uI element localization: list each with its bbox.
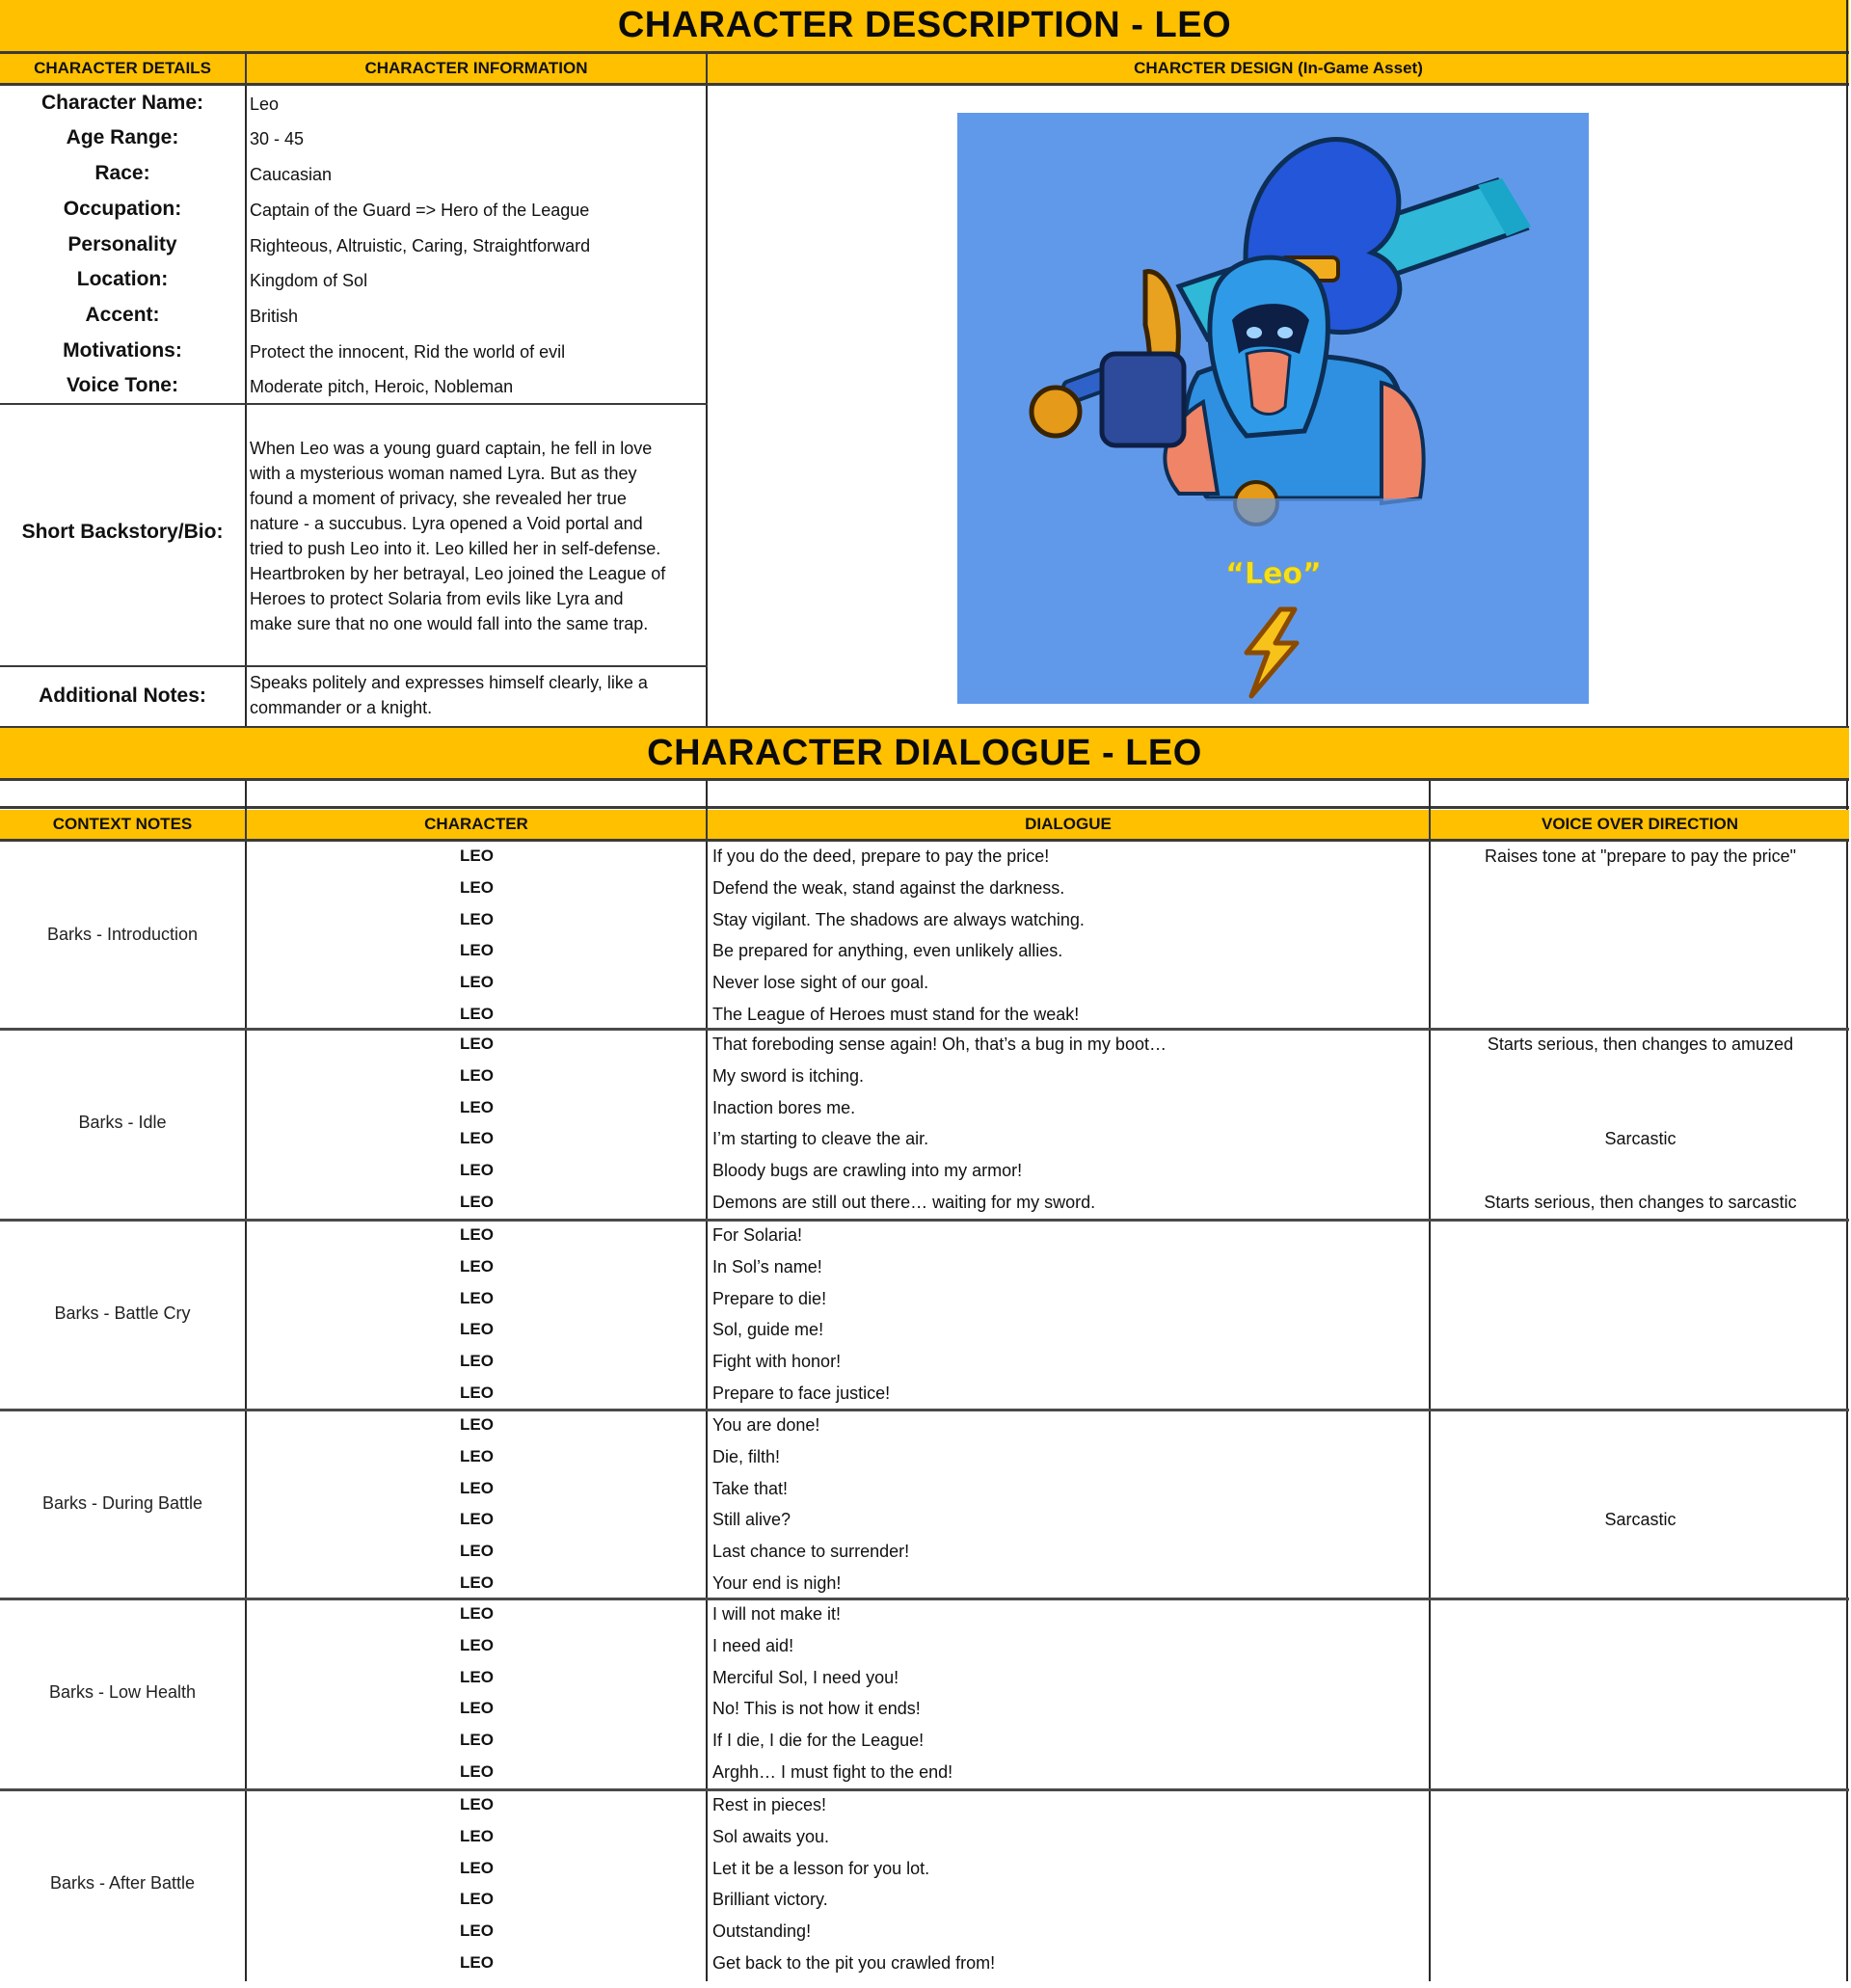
dialogue-line: Prepare to face justice! (712, 1384, 891, 1403)
group-divider (0, 1028, 1849, 1031)
field-value: Captain of the Guard => Hero of the League (250, 201, 590, 220)
group-divider (0, 1788, 1849, 1791)
field-value: Righteous, Altruistic, Caring, Straightforward (250, 236, 591, 255)
character-name-cell: LEO (460, 1129, 494, 1148)
character-name-cell: LEO (460, 1005, 494, 1023)
dialogue-line: Let it be a lesson for you lot. (712, 1858, 930, 1878)
character-name-cell: LEO (460, 1542, 494, 1561)
header-dialogue: DIALOGUE (708, 810, 1431, 839)
bio-line: Heartbroken by her betrayal, Leo joined the League of (250, 564, 666, 583)
dialogue-line: Sol, guide me! (712, 1320, 824, 1340)
header-character-information: CHARACTER INFORMATION (247, 54, 708, 83)
bio-line: tried to push Leo into it. Leo killed her in self-defense. (250, 539, 661, 558)
dialogue-line: Get back to the pit you crawled from! (712, 1953, 996, 1973)
character-name-cell: LEO (460, 909, 494, 928)
dialogue-line: Merciful Sol, I need you! (712, 1667, 899, 1687)
dialogue-line: Last chance to surrender! (712, 1542, 910, 1562)
character-name-cell: LEO (460, 1573, 494, 1592)
dialogue-line: No! This is not how it ends! (712, 1699, 921, 1719)
dialogue-header-row (0, 810, 1849, 842)
field-value: Moderate pitch, Heroic, Nobleman (250, 377, 514, 396)
character-name-cell: LEO (460, 1352, 494, 1371)
character-name-cell: LEO (460, 973, 494, 992)
group-divider (0, 1219, 1849, 1222)
character-name-cell: LEO (460, 1953, 494, 1972)
character-name-cell: LEO (460, 1604, 494, 1623)
character-name-cell: LEO (460, 1065, 494, 1085)
character-name-cell: LEO (460, 1667, 494, 1686)
field-label: Character Name: (40, 92, 204, 114)
character-name-cell: LEO (460, 1193, 494, 1211)
notes-label: Additional Notes: (39, 685, 206, 707)
character-name-cell: LEO (460, 1921, 494, 1941)
notes-text (250, 670, 703, 720)
divider (1846, 781, 1848, 1981)
dialogue-line: Prepare to die! (712, 1288, 827, 1308)
voice-over-direction: Sarcastic (1604, 1510, 1677, 1530)
dialogue-line: Take that! (712, 1478, 789, 1498)
character-name-cell: LEO (460, 1858, 494, 1877)
voice-over-direction: Starts serious, then changes to amuzed (1487, 1034, 1794, 1054)
divider (1846, 0, 1848, 842)
dialogue-line: Be prepared for anything, even unlikely allies. (712, 941, 1063, 961)
dialogue-line: If you do the deed, prepare to pay the price! (712, 846, 1050, 866)
blank-row (0, 781, 1849, 809)
field-value: Caucasian (250, 165, 333, 184)
header-context-notes: CONTEXT NOTES (0, 810, 247, 839)
character-name-cell: LEO (460, 1320, 494, 1339)
dialogue-line: Die, filth! (712, 1446, 781, 1466)
dialogue-line: I’m starting to cleave the air. (712, 1129, 929, 1149)
divider (1429, 781, 1431, 1981)
character-name-cell: LEO (460, 1384, 494, 1402)
bio-line: Heroes to protect Solaria from evils like Lyra and (250, 589, 624, 608)
header-character: CHARACTER (247, 810, 708, 839)
description-title: CHARACTER DESCRIPTION - LEO (0, 0, 1849, 54)
character-name-cell: LEO (460, 1635, 494, 1654)
dialogue-line: Fight with honor! (712, 1352, 842, 1372)
dialogue-line: Stay vigilant. The shadows are always watching. (712, 909, 1085, 929)
dialogue-line: For Solaria! (712, 1225, 803, 1245)
group-divider (0, 1598, 1849, 1600)
character-name-cell: LEO (460, 1762, 494, 1781)
context-note: Barks - Low Health (48, 1682, 197, 1703)
field-label: Motivations: (63, 339, 182, 362)
field-value: Kingdom of Sol (250, 271, 368, 290)
field-label: Age Range: (66, 126, 179, 148)
dialogue-line: Sol awaits you. (712, 1826, 830, 1846)
context-note: Barks - After Battle (49, 1873, 196, 1894)
knight-illustration (957, 113, 1589, 704)
notes-line: commander or a knight. (250, 698, 433, 717)
bio-line: with a mysterious woman named Lyra. But as they (250, 464, 637, 483)
dialogue-line: I will not make it! (712, 1604, 842, 1624)
dialogue-line: Demons are still out there… waiting for my sword. (712, 1193, 1096, 1212)
dialogue-line: Defend the weak, stand against the darkness. (712, 877, 1065, 898)
divider (706, 86, 708, 726)
dialogue-line: Brilliant victory. (712, 1890, 828, 1910)
dialogue-title: CHARACTER DIALOGUE - LEO (0, 726, 1849, 781)
divider (0, 665, 708, 667)
context-note: Barks - Battle Cry (54, 1303, 191, 1324)
voice-over-direction: Sarcastic (1604, 1129, 1677, 1149)
field-label: Personality (67, 233, 177, 255)
character-name-cell: LEO (460, 1097, 494, 1116)
dialogue-line: The League of Heroes must stand for the weak! (712, 1005, 1080, 1024)
character-design-image (957, 113, 1589, 704)
dialogue-line: Bloody bugs are crawling into my armor! (712, 1161, 1023, 1181)
field-label: Accent: (85, 304, 160, 326)
character-name-cell: LEO (460, 1890, 494, 1909)
context-note: Barks - Idle (78, 1113, 167, 1133)
dialogue-line: You are done! (712, 1415, 820, 1435)
dialogue-line: Outstanding! (712, 1921, 812, 1942)
group-divider (0, 1409, 1849, 1411)
dialogue-line: My sword is itching. (712, 1065, 865, 1086)
field-value: 30 - 45 (250, 129, 305, 148)
design-caption: “Leo” (1225, 557, 1322, 591)
character-name-cell: LEO (460, 1510, 494, 1529)
bio-line: make sure that no one would fall into the same trap. (250, 614, 649, 633)
bio-line: nature - a succubus. Lyra opened a Void portal and (250, 514, 643, 533)
header-voice-over-direction: VOICE OVER DIRECTION (1541, 815, 1739, 833)
field-label: Occupation: (63, 198, 182, 220)
dialogue-line: Still alive? (712, 1510, 791, 1530)
context-note: Barks - During Battle (41, 1493, 203, 1514)
character-name-cell: LEO (460, 1446, 494, 1465)
bio-line: When Leo was a young guard captain, he fell in love (250, 439, 653, 458)
lightning-bolt-icon (1247, 609, 1297, 696)
bio-label: Short Backstory/Bio: (21, 521, 224, 543)
dialogue-line: Arghh… I must fight to the end! (712, 1762, 953, 1782)
dialogue-line: Never lose sight of our goal. (712, 973, 929, 993)
dialogue-line: That foreboding sense again! Oh, that’s a bug in my boot… (712, 1034, 1167, 1054)
character-name-cell: LEO (460, 877, 494, 897)
context-note: Barks - Introduction (46, 925, 199, 945)
character-name-cell: LEO (460, 1795, 494, 1813)
character-name-cell: LEO (460, 1256, 494, 1276)
character-name-cell: LEO (460, 1288, 494, 1307)
field-label: Voice Tone: (67, 374, 178, 396)
character-name-cell: LEO (460, 941, 494, 960)
bio-text (250, 436, 703, 636)
dialogue-line: I need aid! (712, 1635, 794, 1655)
character-name-cell: LEO (460, 846, 494, 865)
notes-line: Speaks politely and expresses himself clearly, like a (250, 673, 648, 692)
dialogue-line: If I die, I die for the League! (712, 1731, 925, 1751)
character-name-cell: LEO (460, 1826, 494, 1845)
character-name-cell: LEO (460, 1415, 494, 1434)
character-name-cell: LEO (460, 1034, 494, 1053)
character-name-cell: LEO (460, 1731, 494, 1750)
character-name-cell: LEO (460, 1161, 494, 1180)
field-value: Protect the innocent, Rid the world of evil (250, 342, 566, 362)
field-value: British (250, 307, 299, 326)
divider (245, 86, 247, 726)
dialogue-line: Your end is nigh! (712, 1573, 842, 1593)
divider (0, 403, 708, 405)
character-name-cell: LEO (460, 1699, 494, 1718)
header-character-design: CHARCTER DESIGN (In-Game Asset) (1134, 59, 1423, 77)
dialogue-line: In Sol’s name! (712, 1256, 822, 1276)
header-character-details: CHARACTER DETAILS (0, 54, 247, 83)
description-header-row (0, 54, 1849, 86)
dialogue-line: Rest in pieces! (712, 1795, 827, 1814)
voice-over-direction: Raises tone at "prepare to pay the price" (1485, 846, 1796, 866)
character-name-cell: LEO (460, 1478, 494, 1497)
dialogue-line: Inaction bores me. (712, 1097, 856, 1117)
field-label: Race: (94, 162, 150, 184)
bio-line: found a moment of privacy, she revealed her true (250, 489, 627, 508)
field-label: Location: (76, 268, 169, 290)
character-name-cell: LEO (460, 1225, 494, 1244)
field-value: Leo (250, 94, 280, 114)
voice-over-direction: Starts serious, then changes to sarcastic (1484, 1193, 1797, 1212)
